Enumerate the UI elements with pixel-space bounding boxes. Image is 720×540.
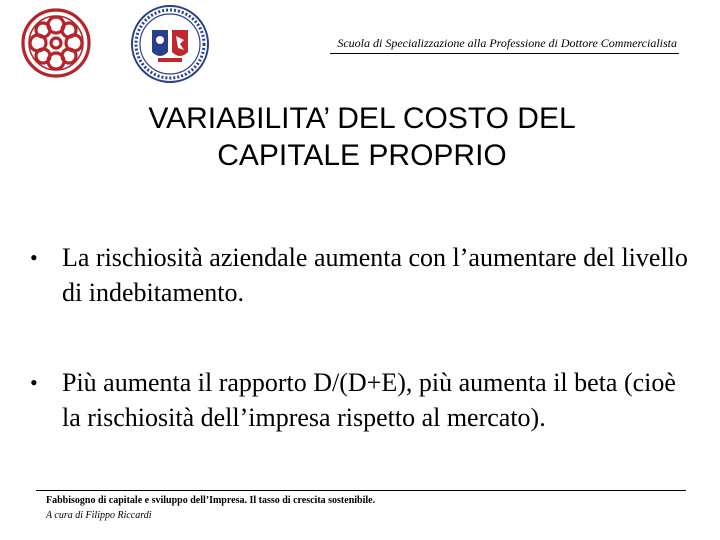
title-line-2: CAPITALE PROPRIO <box>217 139 507 172</box>
header-divider <box>330 53 679 54</box>
university-seal-icon <box>130 4 210 84</box>
bullet-text: Più aumenta il rapporto D/(D+E), più aumenta il beta (cioè la rischiosità dell’impresa rispetto al mercato). <box>62 368 676 432</box>
footer-divider <box>36 490 686 491</box>
school-name-header: Scuola di Specializzazione alla Professione di Dottore Commercialista <box>337 36 677 50</box>
bullet-dot-icon: • <box>30 370 38 395</box>
slide-title <box>40 100 684 174</box>
ornamental-knot-logo-icon <box>16 6 96 80</box>
footer-author: A cura di Filippo Riccardi <box>46 510 152 521</box>
bullet-item <box>30 240 690 310</box>
bullet-text: La rischiosità aziendale aumenta con l’aumentare del livello di indebitamento. <box>62 243 688 307</box>
footer-course-title: Fabbisogno di capitale e sviluppo dell’Impresa. Il tasso di crescita sostenibile. <box>46 495 376 506</box>
title-line-1: VARIABILITA’ DEL COSTO DEL <box>148 102 576 135</box>
bullet-dot-icon: • <box>30 245 38 270</box>
bullet-list <box>30 240 690 435</box>
bullet-item <box>30 365 690 435</box>
